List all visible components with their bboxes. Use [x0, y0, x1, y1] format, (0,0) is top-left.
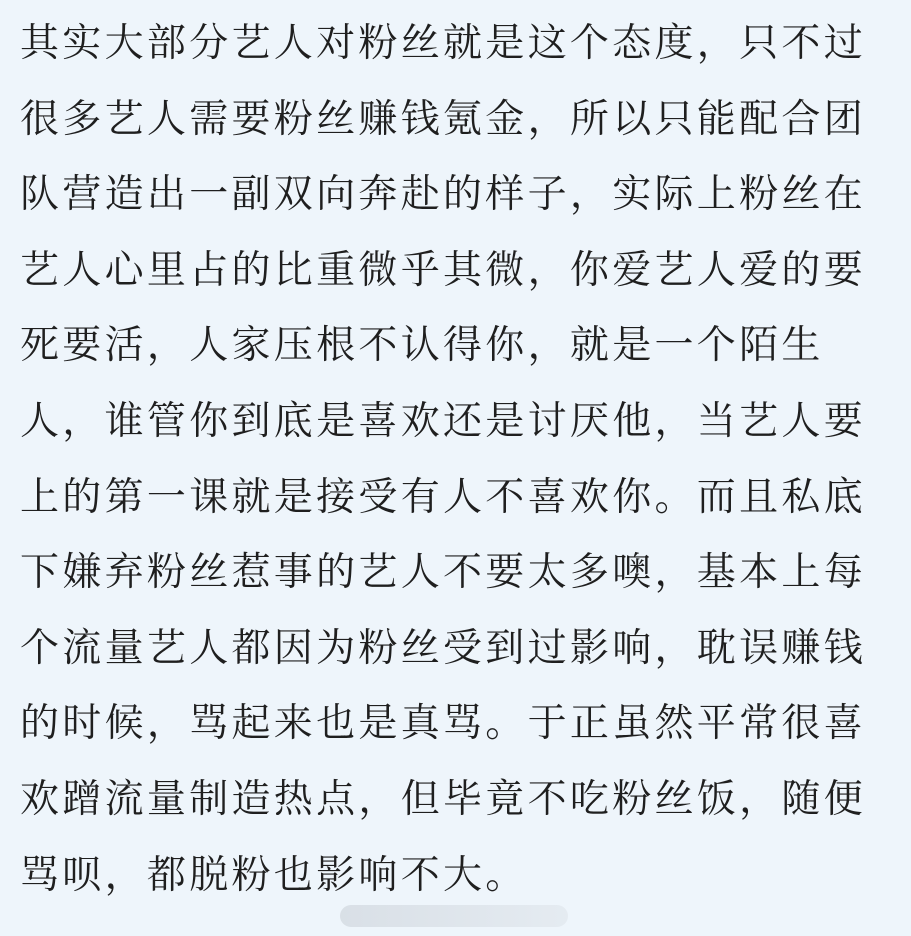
watermark	[340, 905, 568, 927]
post-text	[20, 6, 895, 913]
post-text-line: 很多艺人需要粉丝赚钱氪金，所以只能配合团	[20, 96, 867, 142]
post-text-line: 的时候，骂起来也是真骂。于正虽然平常很喜	[20, 701, 867, 747]
post-text-line: 下嫌弃粉丝惹事的艺人不要太多噢，基本上每	[20, 550, 867, 596]
post-text-line: 个流量艺人都因为粉丝受到过影响，耽误赚钱	[20, 625, 867, 671]
post-text-line: 上的第一课就是接受有人不喜欢你。而且私底	[20, 474, 867, 520]
post-text-line: 队营造出一副双向奔赴的样子，实际上粉丝在	[20, 172, 867, 218]
post-text-line: 骂呗，都脱粉也影响不大。	[20, 852, 528, 898]
post-text-line: 欢蹭流量制造热点，但毕竟不吃粉丝饭，随便	[20, 776, 867, 822]
post-text-line: 死要活，人家压根不认得你，就是一个陌生	[20, 323, 824, 369]
post-text-line: 艺人心里占的比重微乎其微，你爱艺人爱的要	[20, 247, 867, 293]
post-text-line: 人，谁管你到底是喜欢还是讨厌他，当艺人要	[20, 398, 867, 444]
post-text-line: 其实大部分艺人对粉丝就是这个态度，只不过	[20, 21, 867, 66]
